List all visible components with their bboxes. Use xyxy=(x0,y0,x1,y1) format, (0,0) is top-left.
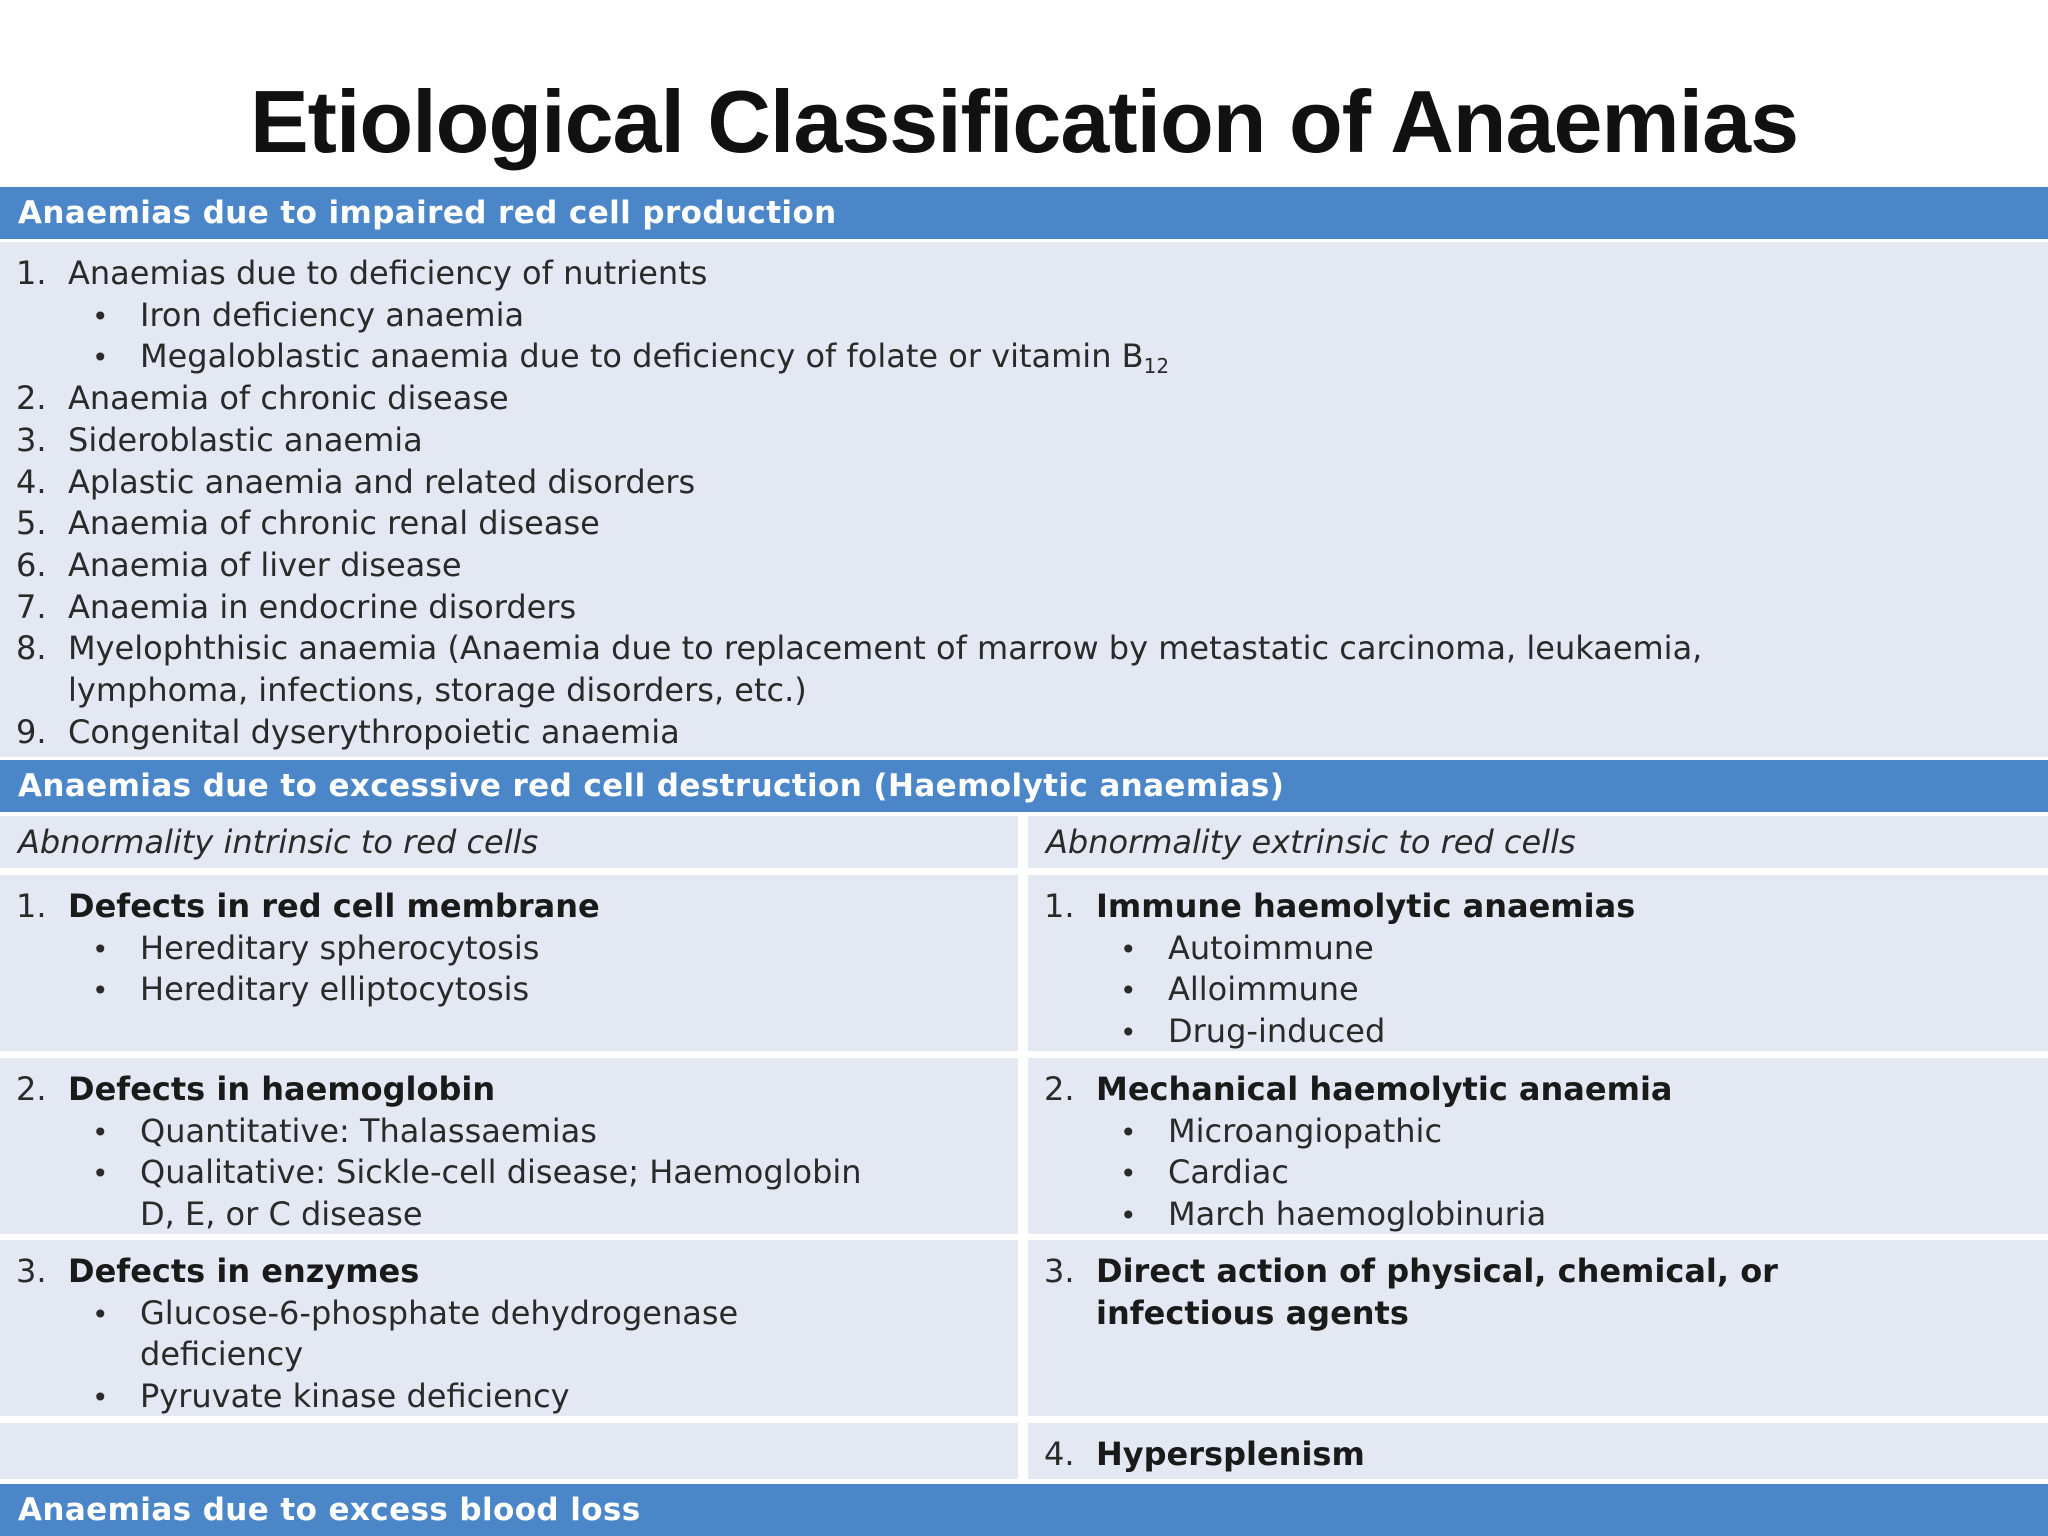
right-cell xyxy=(1028,1240,2048,1416)
cell-title: Defects in enzymes xyxy=(68,1252,420,1290)
bullet-item: Drug-induced xyxy=(1168,1012,1386,1051)
extrinsic-heading: Abnormality extrinsic to red cells xyxy=(1046,823,1576,861)
list-item: Myelophthisic anaemia (Anaemia due to replacement of marrow by metastatic carcinoma, leukaemia, xyxy=(68,629,1703,668)
right-cell xyxy=(1028,1058,2048,1234)
list-item-continuation: lymphoma, infections, storage disorders, etc.) xyxy=(68,671,807,709)
cell-number: 2. xyxy=(16,1070,47,1108)
cell-number: 1. xyxy=(1044,887,1075,925)
bullet-dot: • xyxy=(92,1297,109,1331)
bullet-dot: • xyxy=(1120,1199,1137,1233)
bullet-item: March haemoglobinuria xyxy=(1168,1195,1547,1234)
bullet-item: Microangiopathic xyxy=(1168,1111,1443,1150)
bullet-item: Cardiac xyxy=(1168,1153,1289,1192)
left-cell xyxy=(0,875,1018,1051)
bullet-item: Pyruvate kinase deficiency xyxy=(140,1377,570,1416)
list-item: Anaemia in endocrine disorders xyxy=(68,587,577,626)
cell-number: 4. xyxy=(1044,1435,1075,1473)
bullet-dot: • xyxy=(1120,1016,1137,1050)
bullet-dot: • xyxy=(1120,974,1137,1008)
list-item: Congenital dyserythropoietic anaemia xyxy=(68,712,680,751)
cell-title: Defects in red cell membrane xyxy=(68,887,600,925)
production-list xyxy=(0,242,2048,757)
bullet-dot: • xyxy=(1120,932,1137,966)
section-header-destruction: Anaemias due to excessive red cell destruction (Haemolytic anaemias) xyxy=(0,760,2048,812)
left-cell xyxy=(0,1423,1018,1479)
section-header-blood-loss: Anaemias due to excess blood loss xyxy=(0,1484,2048,1536)
bullet-item: Autoimmune xyxy=(1168,928,1374,967)
list-item-number: 8. xyxy=(16,629,47,668)
classification-table xyxy=(0,187,2048,1536)
bullet-item: Hereditary elliptocytosis xyxy=(140,970,530,1009)
bullet-dot: • xyxy=(92,299,109,333)
list-item-number: 5. xyxy=(16,504,47,543)
bullet-dot: • xyxy=(92,1157,109,1191)
extrinsic-heading-cell xyxy=(1028,816,2048,868)
bullet-dot: • xyxy=(92,974,109,1008)
cell-number: 3. xyxy=(16,1252,47,1290)
bullet-item: Qualitative: Sickle-cell disease; Haemoglobin xyxy=(140,1153,862,1192)
list-item-number: 4. xyxy=(16,462,47,501)
subscript: 12 xyxy=(1143,354,1170,379)
right-cell xyxy=(1028,875,2048,1051)
cell-title-continued: infectious agents xyxy=(1096,1293,1409,1332)
cell-number: 2. xyxy=(1044,1070,1075,1108)
list-item: Anaemia of chronic renal disease xyxy=(68,504,600,543)
bullet-item: Glucose-6-phosphate dehydrogenase xyxy=(140,1293,739,1332)
cell-title: Hypersplenism xyxy=(1096,1435,1365,1473)
cell-title: Direct action of physical, chemical, or xyxy=(1096,1252,1778,1290)
intrinsic-heading: Abnormality intrinsic to red cells xyxy=(18,823,539,861)
bullet-dot: • xyxy=(92,341,109,375)
bullet-dot: • xyxy=(92,932,109,966)
list-item: Anaemia of chronic disease xyxy=(68,379,509,418)
bullet-item: deficiency xyxy=(140,1335,304,1374)
list-item-number: 2. xyxy=(16,379,47,418)
left-cell xyxy=(0,1240,1018,1416)
list-item-number: 1. xyxy=(16,254,47,292)
list-item-number: 6. xyxy=(16,545,47,584)
bullet-dot: • xyxy=(1120,1115,1137,1149)
cell-title: Mechanical haemolytic anaemia xyxy=(1096,1070,1673,1108)
list-item: Sideroblastic anaemia xyxy=(68,420,423,459)
bullet-item: Quantitative: Thalassaemias xyxy=(140,1111,597,1150)
intrinsic-heading-cell xyxy=(0,816,1018,868)
bullet-item: Megaloblastic anaemia due to deficiency of folate or vitamin $B_{12}$ xyxy=(140,337,1170,379)
cell-title: Immune haemolytic anaemias xyxy=(1096,887,1636,925)
cell-title: Defects in haemoglobin xyxy=(68,1070,496,1108)
cell-number: 3. xyxy=(1044,1252,1075,1290)
bullet-item: D, E, or C disease xyxy=(140,1195,423,1234)
list-item-number: 3. xyxy=(16,420,47,459)
bullet-dot: • xyxy=(1120,1157,1137,1191)
list-item: Aplastic anaemia and related disorders xyxy=(68,462,696,501)
bullet-dot: • xyxy=(92,1115,109,1149)
right-cell xyxy=(1028,1423,2048,1479)
list-item: Anaemias due to deficiency of nutrients xyxy=(68,254,708,292)
bullet-item: Hereditary spherocytosis xyxy=(140,928,540,967)
slide-title: Etiological Classification of Anaemias xyxy=(249,72,1799,171)
left-cell xyxy=(0,1058,1018,1234)
bullet-dot: • xyxy=(92,1381,109,1415)
cell-number: 1. xyxy=(16,887,47,925)
bullet-item: Alloimmune xyxy=(1168,970,1359,1009)
list-item: Anaemia of liver disease xyxy=(68,545,462,584)
list-item-number: 9. xyxy=(16,712,47,751)
list-item-number: 7. xyxy=(16,587,47,626)
section-header-production: Anaemias due to impaired red cell production xyxy=(0,187,2048,239)
bullet-item: Iron deficiency anaemia xyxy=(140,295,525,334)
